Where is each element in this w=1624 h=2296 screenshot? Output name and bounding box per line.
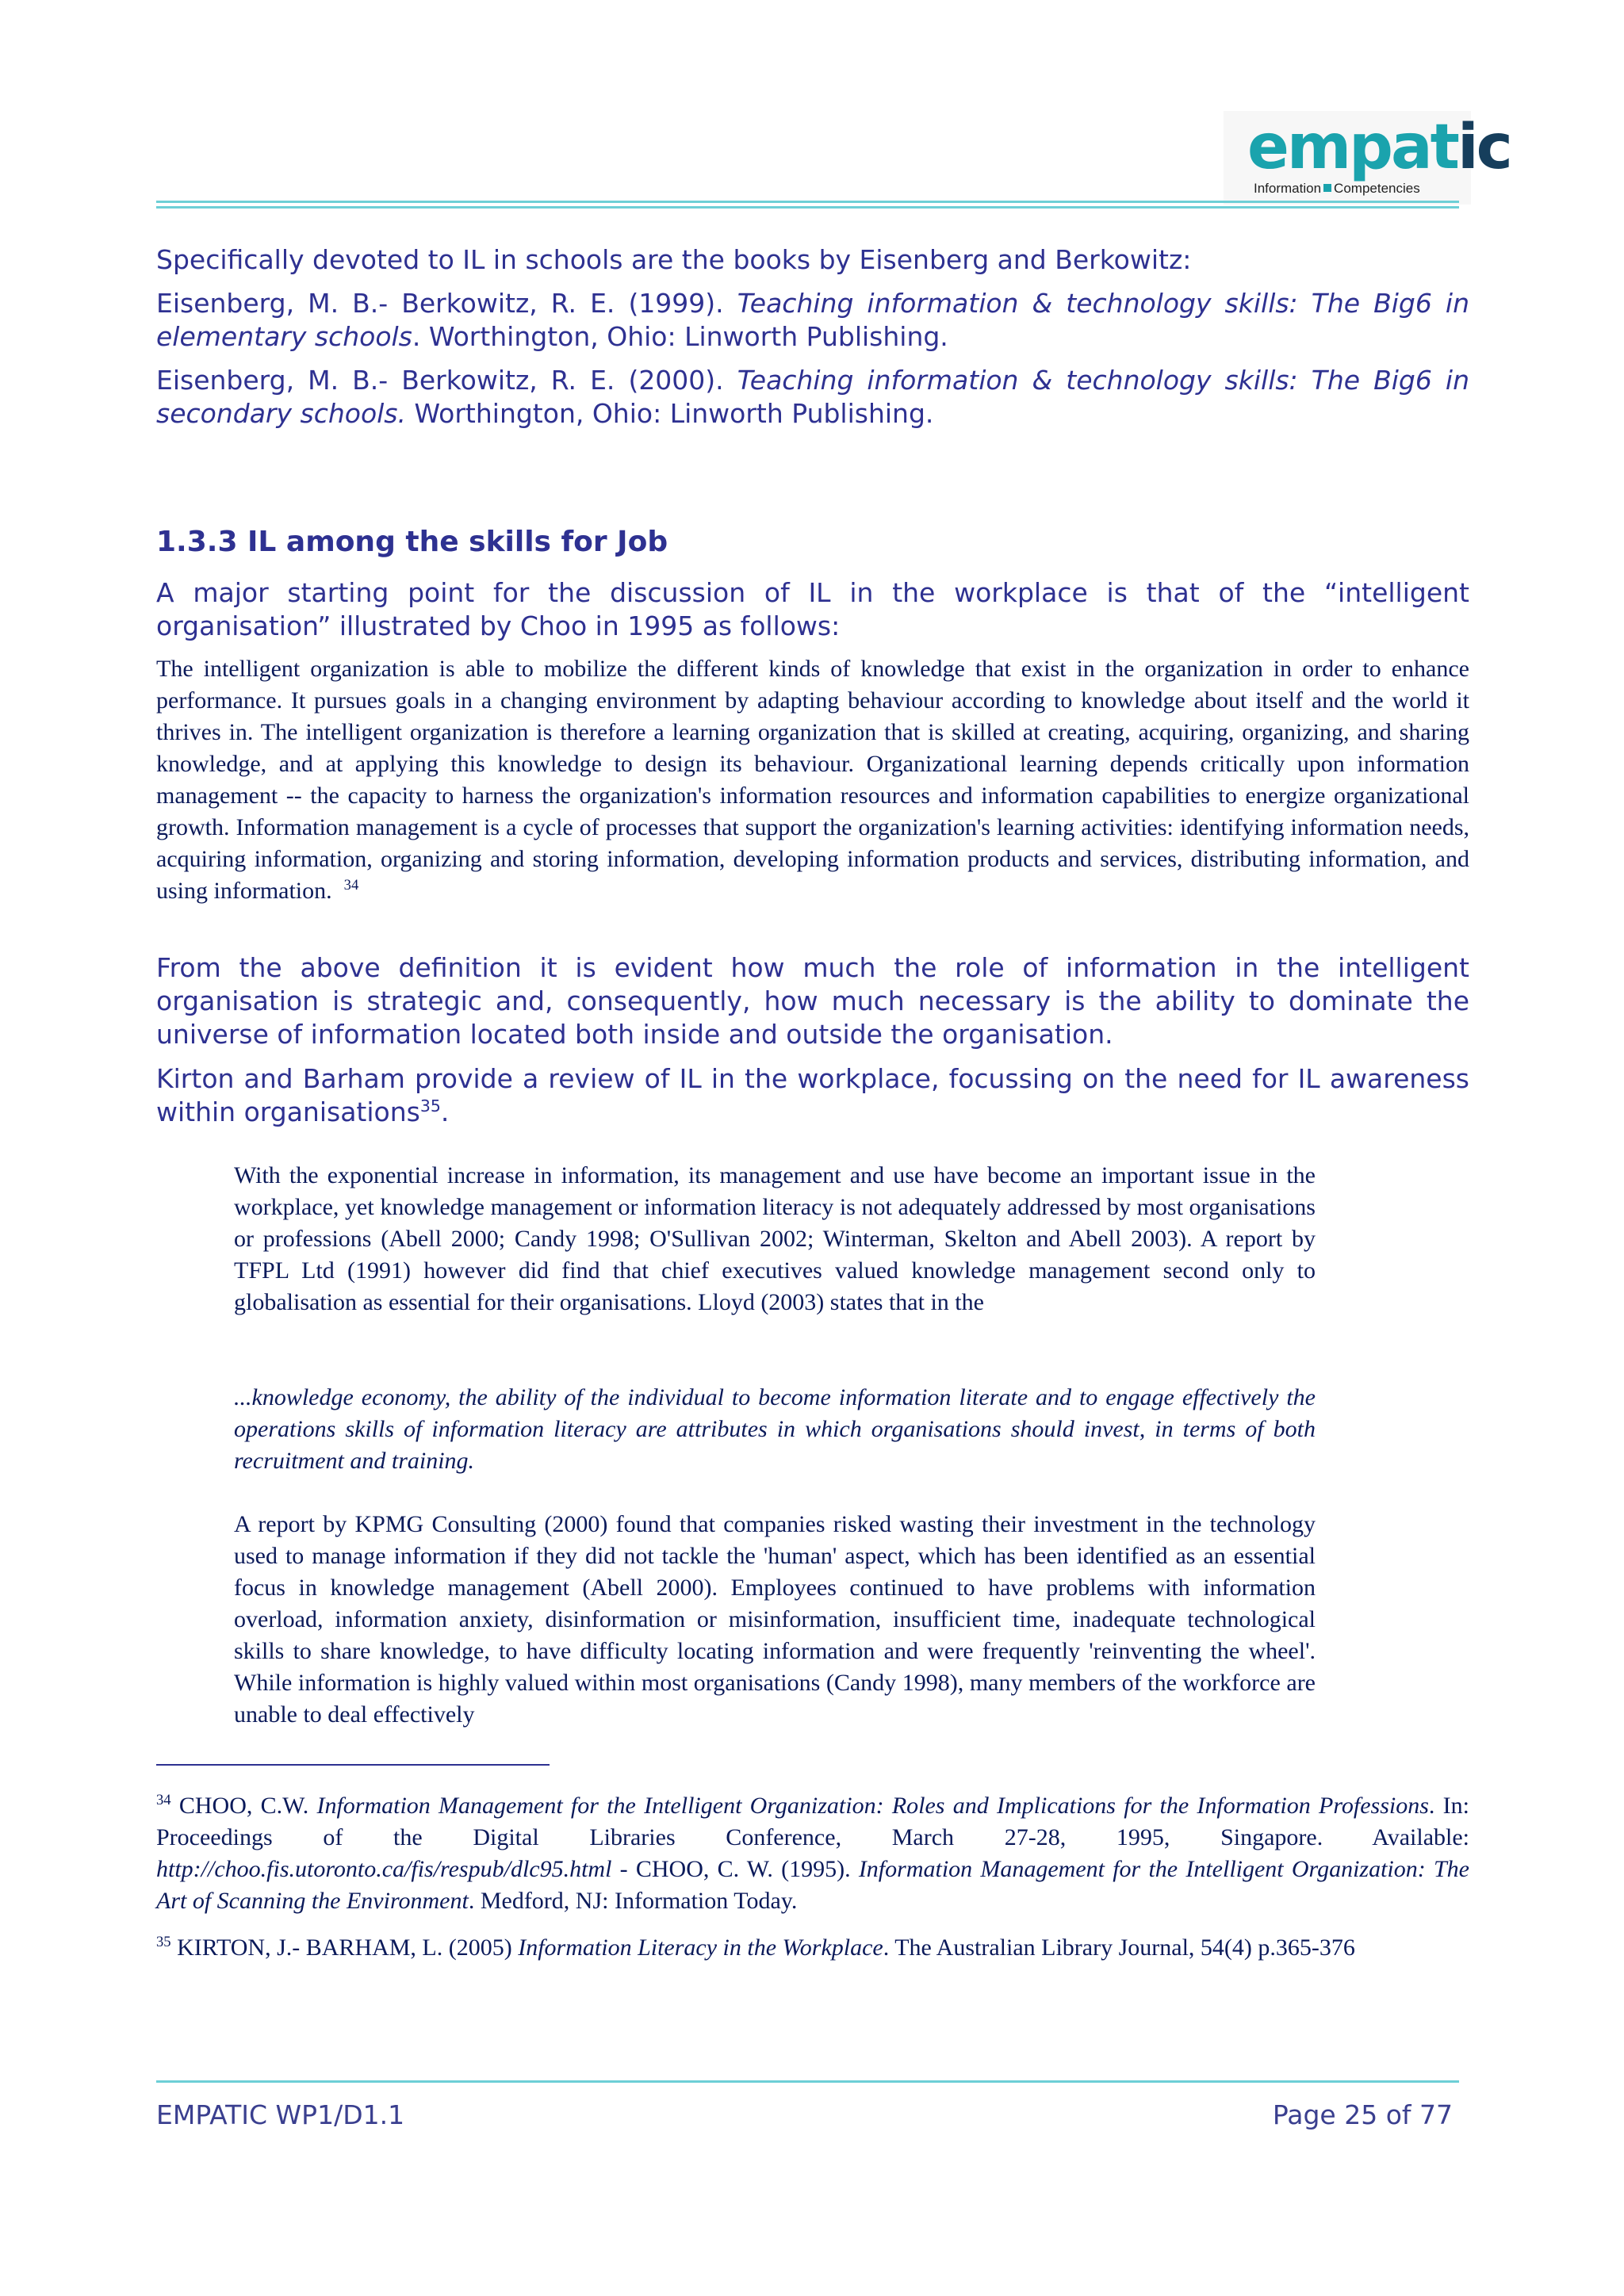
ref1-rest: . Worthington, Ohio: Linworth Publishing.	[412, 321, 948, 352]
footnote-34-number: 34	[156, 1792, 171, 1808]
fn34-d: . Medford, NJ: Information Today.	[468, 1888, 798, 1914]
footer-rule	[156, 2080, 1459, 2083]
reference-1999	[156, 287, 1469, 354]
reference-2000	[156, 364, 1469, 430]
fn35-a: KIRTON, J.- BARHAM, L. (2005)	[170, 1934, 519, 1961]
section-heading: 1.3.3 IL among the skills for Job	[156, 526, 668, 558]
blockquote-paragraph-2	[234, 1382, 1316, 1477]
logo-wordmark	[1247, 111, 1511, 184]
ref1-title: Teaching information & technology skills: The Big6 in elementary schools	[156, 288, 1469, 352]
blockquote-paragraph-1: With the exponential increase in information, its management and use have become an important issue in the workplace, yet knowledge management or information literacy is not adequately addressed by most organisations or professions (Abell 2000; Candy 1998; O'Sullivan 2002; Winterman, Skelton and Abell 2003). A report by TFPL Ltd (1991) however did find that chief executives valued knowledge management second only to globalisation as essential for their organisations. Lloyd (2003) states that in the	[234, 1162, 1316, 1315]
ref2-rest: Worthington, Ohio: Linworth Publishing.	[405, 398, 934, 429]
blockquote-italic: ...knowledge economy, the ability of the individual to become information literate and to engage effectively the operations skills of information literacy are attributes in which organisations should invest, in terms of both recruitment and training.	[234, 1384, 1316, 1474]
logo-sub-b: Competencies	[1334, 181, 1420, 196]
header-rule-2	[156, 206, 1459, 209]
blockquote-paragraph-3: A report by KPMG Consulting (2000) found that companies risked wasting their investment in the technology used to manage information if they did not tackle the 'human' aspect, which has been identified as an essential focus in knowledge management (Abell 2000). Employees continued to have problems with information overload, information anxiety, disinformation or misinformation, insufficient time, inadequate technological skills to share knowledge, to have difficulty locating information and were frequently 'reinventing the wheel'. While information is highly valued within most organisations (Candy 1998), many members of the workforce are unable to deal effectively	[234, 1511, 1316, 1728]
section-paragraph-2: From the above definition it is evident how much the role of information in the intelligent organisation is strategic and, consequently, how much necessary is the ability to dominate the universe of information located both inside and outside the organisation.	[156, 952, 1469, 1050]
section-paragraph-3	[156, 1062, 1469, 1129]
fn34-b: . In: Proceedings of the Digital Libraries Conference, March 27-28, 1995, Singapore. Available:	[156, 1793, 1469, 1850]
empatic-logo	[1224, 111, 1511, 205]
ref2-authors: Eisenberg, M. B.- Berkowitz, R. E. (2000).	[156, 365, 737, 396]
logo-text-b: ic	[1457, 112, 1511, 183]
logo-sub-a: Information	[1254, 181, 1322, 196]
choo-quote	[156, 653, 1469, 907]
fn35-b: . The Australian Library Journal, 54(4) p.365-376	[883, 1934, 1355, 1961]
ref1-authors: Eisenberg, M. B.- Berkowitz, R. E. (1999).	[156, 288, 737, 319]
fn34-c: - CHOO, C. W. (1995).	[611, 1856, 859, 1882]
intro-line: Specifically devoted to IL in schools are the books by Eisenberg and Berkowitz:	[156, 244, 1192, 275]
fn34-url: http://choo.fis.utoronto.ca/fis/respub/dlc95.html	[156, 1856, 612, 1882]
footnote-ref-35: 35	[419, 1096, 441, 1115]
fn34-a: CHOO, C.W.	[170, 1793, 317, 1819]
footer-page-number: Page 25 of 77	[1272, 2099, 1453, 2130]
logo-subtitle	[1254, 179, 1420, 198]
fn34-title2: Information Management for the Intelligent Organization: The Art of Scanning the Environment	[156, 1856, 1469, 1914]
footnote-35-number: 35	[156, 1934, 171, 1950]
p3-end: .	[440, 1096, 450, 1127]
logo-separator-square	[1323, 184, 1331, 192]
choo-quote-text: The intelligent organization is able to mobilize the different kinds of knowledge that exist in the organization in order to enhance performance. It pursues goals in a changing environment by adapting behaviour according to knowledge about itself and the world it thrives in. The intelligent organization is therefore a learning organization that is skilled at creating, acquiring, organizing, and sharing knowledge, and at applying this knowledge to design its behaviour. Organizational learning depends critically upon information management -- the capacity to harness the organization's information resources and information capabilities to energize organizational growth. Information management is a cycle of processes that support the organization's learning activities: identifying information needs, acquiring information, organizing and storing information, developing information products and services, distributing information, and using information.	[156, 656, 1469, 904]
footnote-34	[156, 1790, 1469, 1917]
footnote-ref-34: 34	[343, 877, 359, 894]
section-paragraph-1: A major starting point for the discussion of IL in the workplace is that of the “intelligent organisation” illustrated by Choo in 1995 as follows:	[156, 577, 1469, 641]
p3-text: Kirton and Barham provide a review of IL in the workplace, focussing on the need for IL awareness within organisations	[156, 1063, 1469, 1127]
footnote-separator	[156, 1764, 550, 1766]
ref2-title: Teaching information & technology skills: The Big6 in secondary schools.	[156, 365, 1469, 429]
fn34-title: Information Management for the Intelligent Organization: Roles and Implications for the Information Professions	[316, 1793, 1429, 1819]
fn35-title: Information Literacy in the Workplace	[518, 1934, 883, 1961]
header-rule-1	[156, 201, 1459, 203]
logo-text-a: empat	[1247, 112, 1457, 183]
footer-doc-id: EMPATIC WP1/D1.1	[156, 2099, 405, 2130]
footnote-35	[156, 1932, 1469, 1964]
